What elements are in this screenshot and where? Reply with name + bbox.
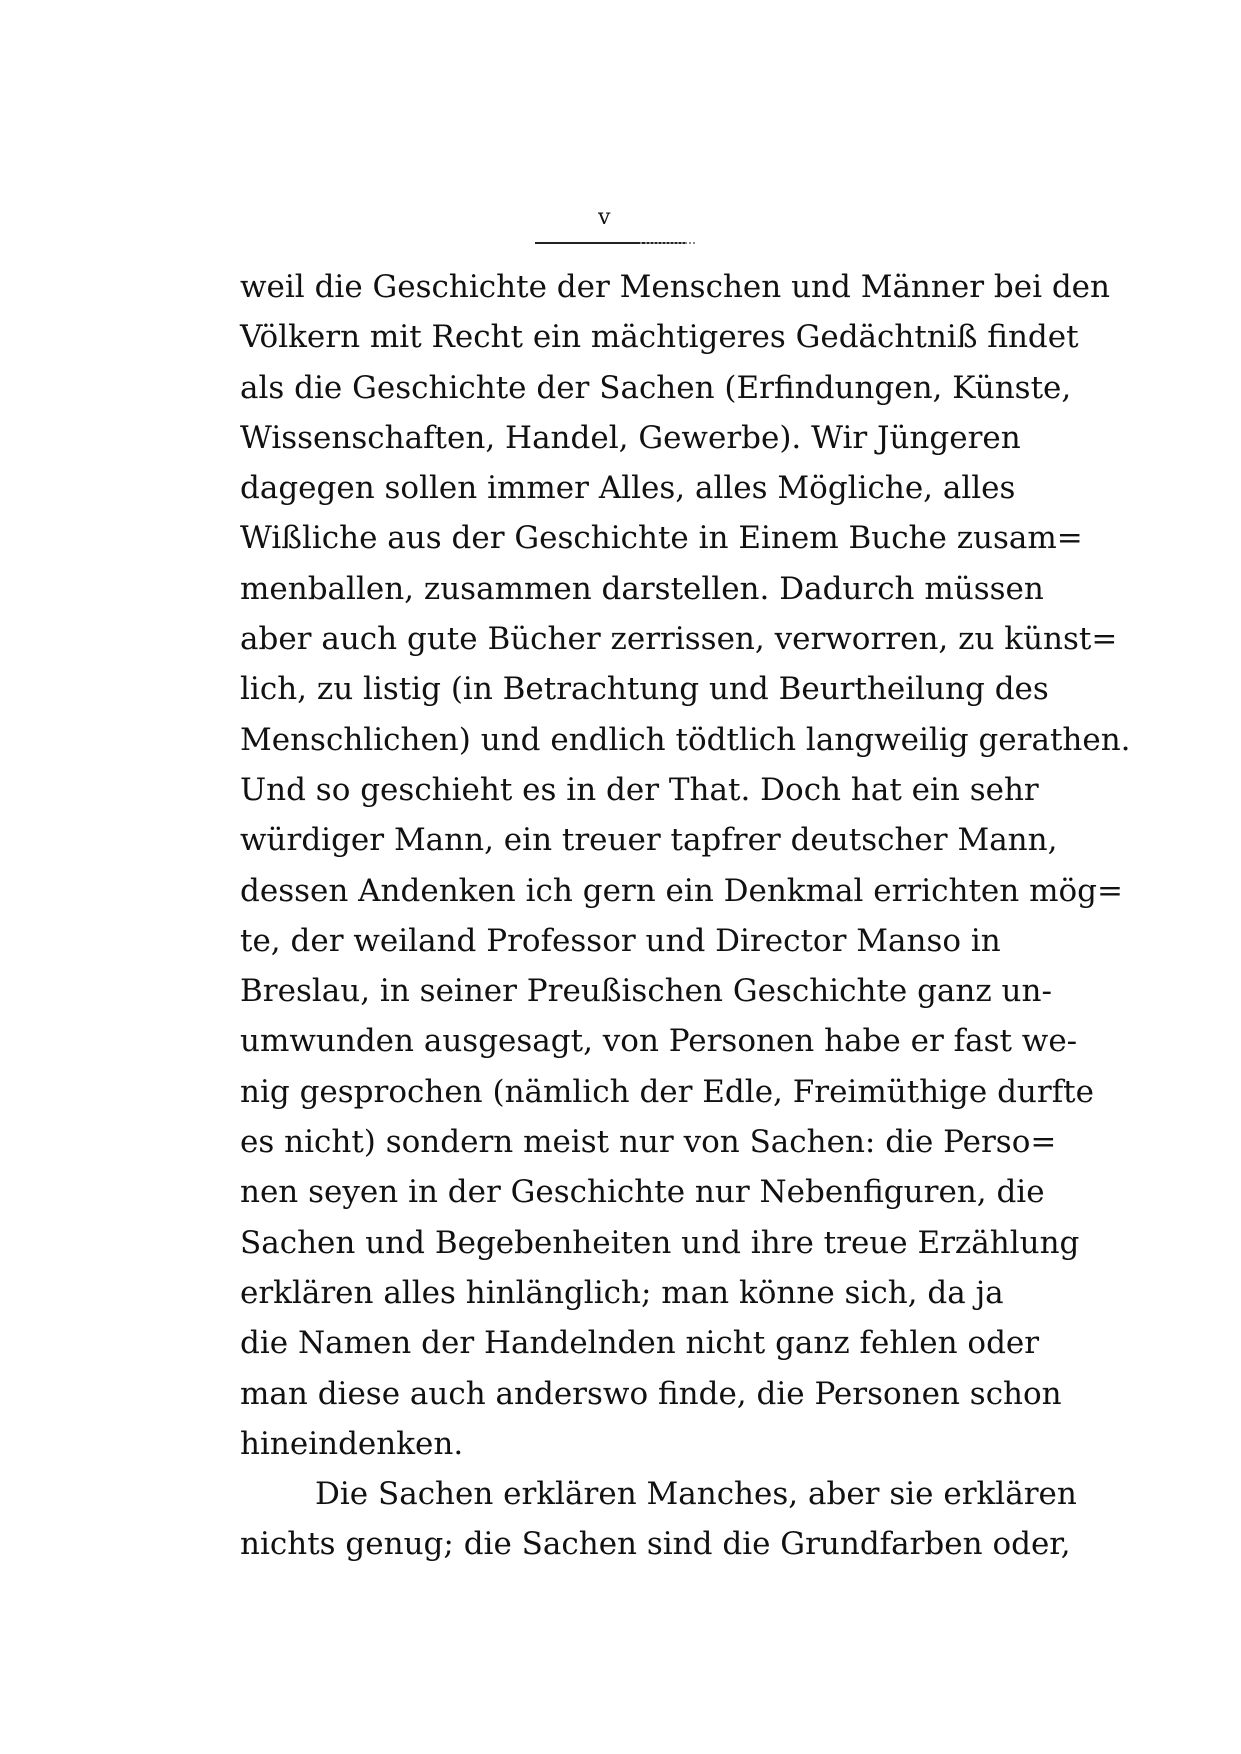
text-line: erklären alles hinlänglich; man könne sich, da ja [240, 1274, 1004, 1311]
text-line: dagegen sollen immer Alles, alles Mögliche, alles [240, 470, 1016, 507]
text-line: Sachen und Begebenheiten und ihre treue Erzählung [240, 1224, 1080, 1261]
text-line: Wissenschaften, Handel, Gewerbe). Wir Jüngeren [240, 419, 1021, 456]
text-line: dessen Andenken ich gern ein Denkmal errichten mög= [240, 872, 1123, 909]
text-line: Wißliche aus der Geschichte in Einem Buche zusam= [240, 520, 1083, 557]
text-line: aber auch gute Bücher zerrissen, verworren, zu künst= [240, 621, 1118, 658]
text-line: te, der weiland Professor und Director Manso in [240, 922, 1001, 959]
text-line: Völkern mit Recht ein mächtigeres Gedächtniß findet [240, 319, 1079, 356]
text-line: Breslau, in seiner Preußischen Geschichte ganz un- [240, 973, 1052, 1010]
text-line: nen seyen in der Geschichte nur Nebenfiguren, die [240, 1174, 1045, 1211]
text-line: Menschlichen) und endlich tödtlich langweilig gerathen. [240, 721, 1131, 758]
text-line: es nicht) sondern meist nur von Sachen: die Perso= [240, 1124, 1057, 1161]
text-line: als die Geschichte der Sachen (Erfindungen, Künste, [240, 369, 1072, 406]
text-line: die Namen der Handelnden nicht ganz fehlen oder [240, 1325, 1040, 1362]
text-line: nichts genug; die Sachen sind die Grundfarben oder, [240, 1526, 1071, 1563]
page-number: v [598, 205, 612, 230]
text-line: nig gesprochen (nämlich der Edle, Freimüthige durfte [240, 1073, 1094, 1110]
text-line: Die Sachen erklären Manches, aber sie erklären [315, 1476, 1077, 1513]
text-line: Und so geschieht es in der That. Doch hat ein sehr [240, 771, 1039, 808]
text-line: würdiger Mann, ein treuer tapfrer deutscher Mann, [240, 822, 1058, 859]
text-line: weil die Geschichte der Menschen und Männer bei den [240, 269, 1110, 305]
header-rule-fade [640, 242, 695, 244]
body-text [240, 262, 1131, 1570]
text-line: menballen, zusammen darstellen. Dadurch müssen [240, 570, 1044, 607]
text-line: man diese auch anderswo finde, die Personen schon [240, 1375, 1062, 1412]
text-line: hineindenken. [240, 1425, 464, 1462]
text-line: umwunden ausgesagt, von Personen habe er fast we- [240, 1023, 1078, 1060]
text-line: lich, zu listig (in Betrachtung und Beurtheilung des [240, 671, 1049, 708]
